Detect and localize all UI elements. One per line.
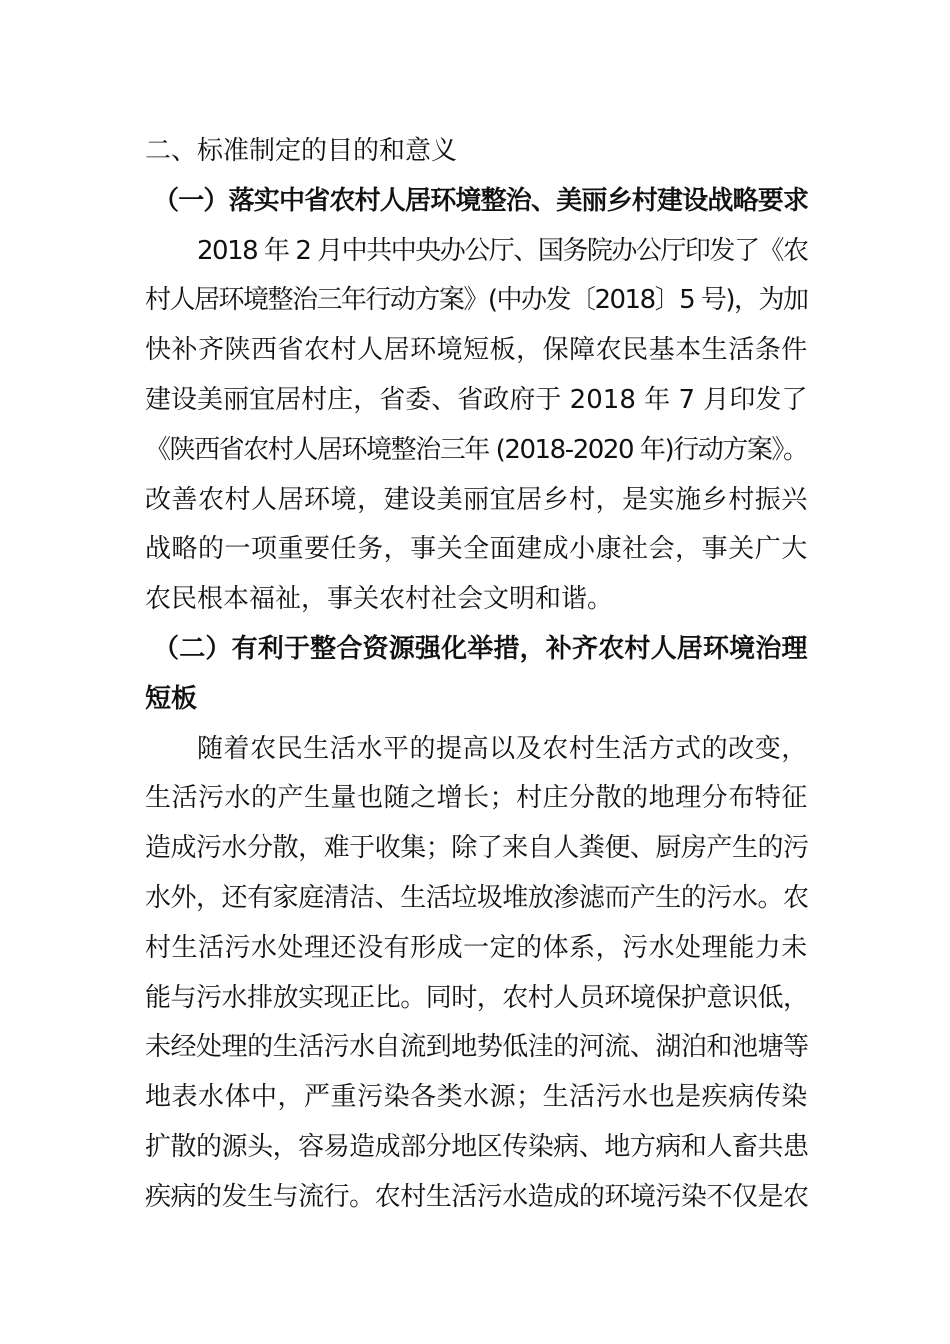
paragraph-line <box>145 529 809 579</box>
line-text: 改善农村人居环境，建设美丽宜居乡村，是实施乡村振兴 <box>145 484 808 515</box>
paragraph-line <box>145 1077 809 1127</box>
paragraph-line <box>145 778 809 828</box>
line-text: 扩散的源头，容易造成部分地区传染病、地方病和人畜共患 <box>145 1131 809 1162</box>
line-text: 未经处理的生活污水自流到地势低洼的河流、湖泊和池塘等 <box>145 1032 809 1063</box>
line-text: 水外，还有家庭清洁、生活垃圾堆放渗滤而产生的污水。农 <box>145 882 809 913</box>
paragraph-line <box>145 978 809 1028</box>
paragraph-line <box>145 878 809 928</box>
line-text: 《陕西省农村人居环境整治三年 (2018-2020 年)行动方案》。 <box>145 434 808 465</box>
paragraph-line <box>145 430 809 480</box>
paragraph-line <box>145 828 809 878</box>
line-text: 地表水体中，严重污染各类水源；生活污水也是疾病传染 <box>145 1082 808 1113</box>
line-text: （二）有利于整合资源强化举措，补齐农村人居环境治理 <box>153 633 808 664</box>
paragraph-line <box>145 928 809 978</box>
line-text: 2018 年 2 月中共中央办公厅、国务院办公厅印发了《农 <box>197 235 808 266</box>
line-text: 随着农民生活水平的提高以及农村生活方式的改变， <box>197 733 808 764</box>
paragraph-line <box>145 1127 809 1177</box>
line-text: 村人居环境整治三年行动方案》(中办发〔2018〕5 号)，为加 <box>145 285 808 316</box>
paragraph-line <box>145 1027 809 1077</box>
line-text: 生活污水的产生量也随之增长；村庄分散的地理分布特征 <box>145 783 808 814</box>
section-heading-line <box>145 679 809 729</box>
section-heading-line <box>145 629 809 679</box>
line-text: 村生活污水处理还没有形成一定的体系，污水处理能力未 <box>145 932 808 963</box>
document-page <box>145 131 809 1227</box>
line-text: 短板 <box>145 683 198 714</box>
line-text: 快补齐陕西省农村人居环境短板，保障农民基本生活条件 <box>145 335 808 366</box>
line-text: 战略的一项重要任务，事关全面建成小康社会，事关广大 <box>145 534 808 565</box>
line-text: （一）落实中省农村人居环境整治、美丽乡村建设战略要求 <box>153 185 809 216</box>
line-text: 疾病的发生与流行。农村生活污水造成的环境污染不仅是农 <box>145 1181 809 1212</box>
paragraph-line <box>145 579 809 629</box>
line-text: 建设美丽宜居村庄，省委、省政府于 2018 年 7 月印发了 <box>145 384 808 415</box>
paragraph-line <box>145 330 809 380</box>
line-text: 二、标准制定的目的和意义 <box>145 136 458 166</box>
section-heading-line <box>145 181 809 231</box>
paragraph-line <box>145 729 809 779</box>
paragraph-line <box>145 280 809 330</box>
line-text: 农民根本福祉，事关农村社会文明和谐。 <box>145 584 614 615</box>
paragraph-line <box>145 480 809 530</box>
chapter-heading <box>145 131 809 181</box>
line-text: 能与污水排放实现正比。同时，农村人员环境保护意识低， <box>145 982 809 1013</box>
paragraph-line <box>145 380 809 430</box>
paragraph-line <box>145 231 809 281</box>
line-text: 造成污水分散，难于收集；除了来自人粪便、厨房产生的污 <box>145 833 809 864</box>
paragraph-line <box>145 1177 809 1227</box>
